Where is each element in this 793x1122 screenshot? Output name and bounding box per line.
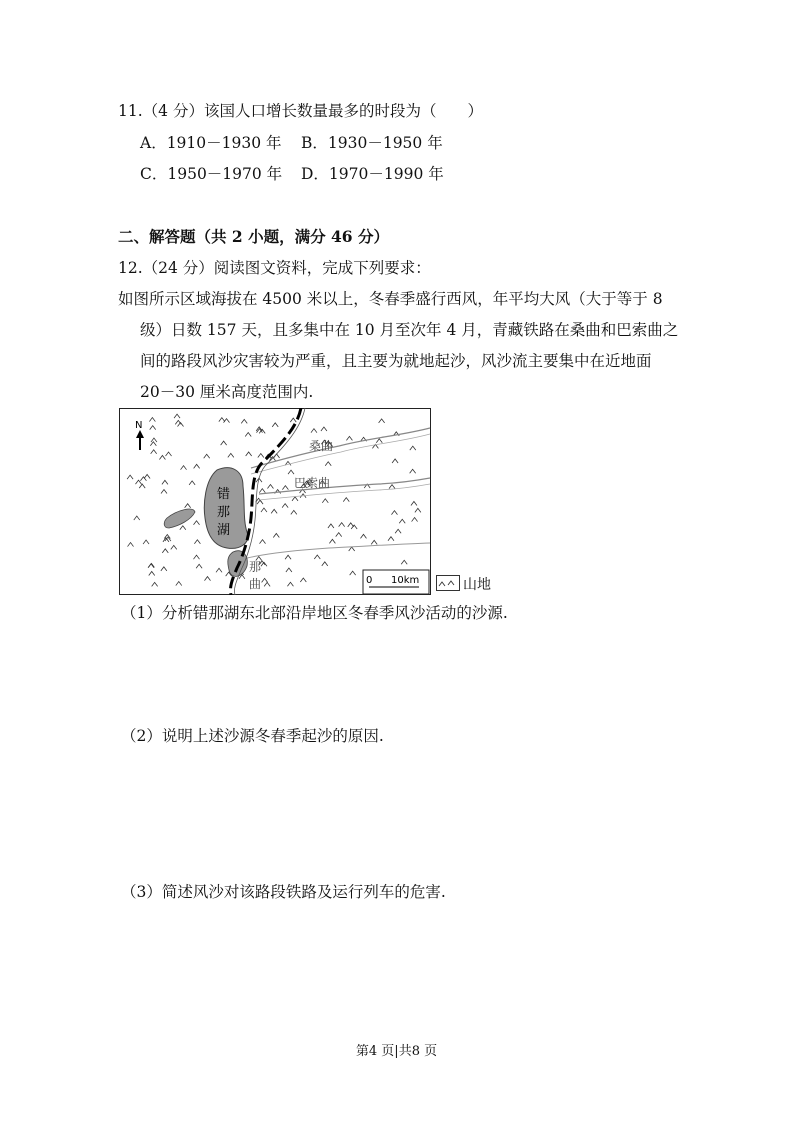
q11-option-d: D．1970－1990 年 [301,165,444,183]
river-label-sangqu: 桑曲 [309,439,334,453]
region-map [119,408,431,595]
q11-option-b: B．1930－1950 年 [301,134,443,152]
map-legend [436,575,491,594]
river-label-naqu-2: 曲 [249,577,262,591]
scale-zero: 0 [366,575,373,586]
section-heading: 二、解答题（共 2 小题，满分 46 分） [118,227,389,246]
q12-material-line-2: 级）日数 157 天，且多集中在 10 月至次年 4 月，青藏铁路在桑曲和巴索曲之 [140,321,679,339]
q11-option-c: C．1950－1970 年 [140,165,283,183]
north-label: N [135,420,143,431]
q12-material-line-3: 间的路段风沙灾害较为严重，且主要为就地起沙，风沙流主要集中在近地面 [140,352,652,370]
q11-stem: 11.（4 分）该国人口增长数量最多的时段为（ ） [118,102,483,120]
q11-option-a: A．1910－1930 年 [140,134,282,152]
river-label-naqu-1: 那 [249,560,262,574]
q12-material-line-1: 如图所示区域海拔在 4500 米以上，冬春季盛行西风，年平均大风（大于等于 8 [118,290,663,308]
scale-label: 10km [391,575,420,586]
lake-name-char-2: 那 [217,505,231,520]
q12-sub3: （3）简述风沙对该路段铁路及运行列车的危害. [121,883,446,901]
legend-label: 山地 [463,577,491,593]
q12-sub1: （1）分析错那湖东北部沿岸地区冬春季风沙活动的沙源. [121,604,508,622]
river-label-basuoqu: 巴索曲 [294,476,331,490]
page-footer: 第4 页|共8 页 [355,1044,438,1059]
q12-sub2: （2）说明上述沙源冬春季起沙的原因. [121,727,384,745]
mountain-legend-icon [436,575,460,591]
lake-name-char-3: 湖 [217,523,231,538]
scale-bar [363,570,429,594]
q12-stem: 12.（24 分）阅读图文资料，完成下列要求： [118,259,431,277]
q12-material-line-4: 20－30 厘米高度范围内. [140,383,314,401]
lake-name-char-1: 错 [217,487,231,502]
